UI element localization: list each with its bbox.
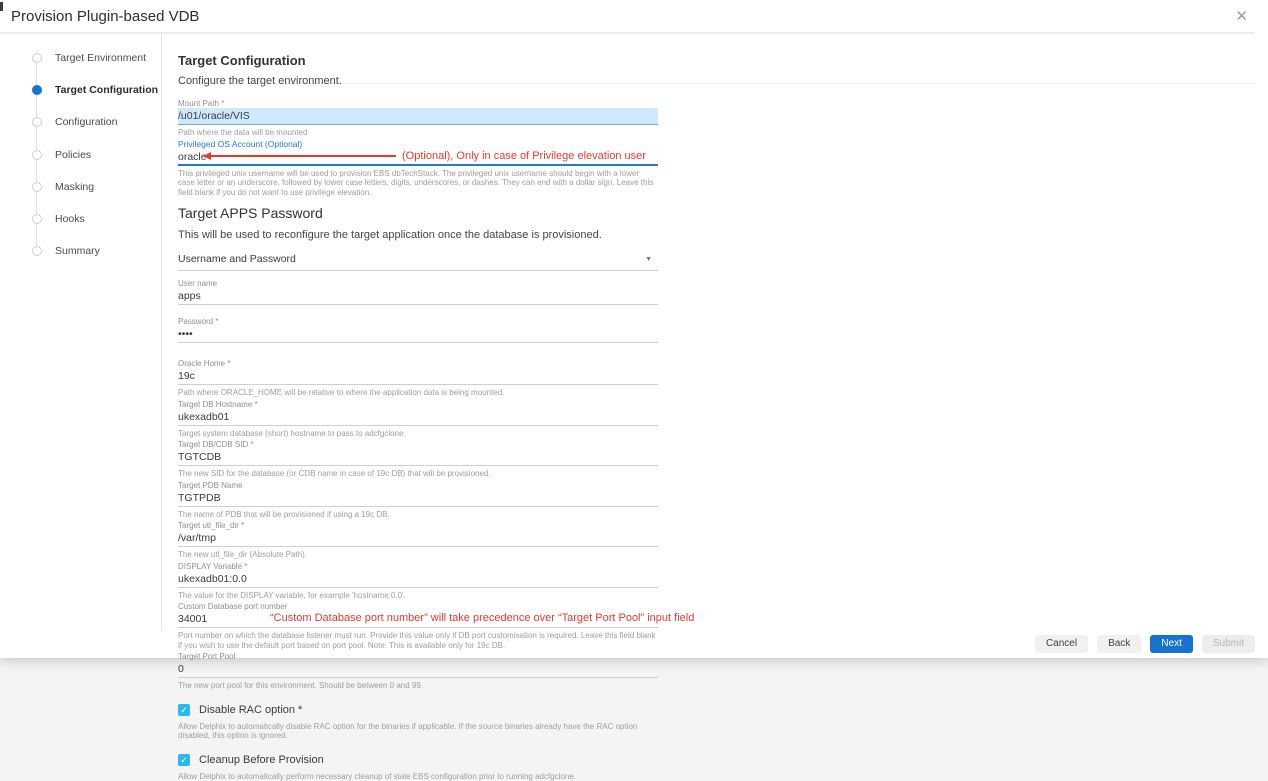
credential-type-select[interactable] bbox=[178, 250, 658, 271]
checkbox-checked-icon: ✓ bbox=[178, 704, 190, 716]
target-db-hostname-input[interactable]: ukexadb01 bbox=[178, 409, 658, 426]
close-icon[interactable]: ✕ bbox=[1235, 7, 1248, 25]
password-input[interactable]: •••• bbox=[178, 326, 658, 343]
disable-rac-option-block bbox=[178, 704, 658, 741]
screenshot-corner-artifact bbox=[0, 2, 3, 11]
dialog-footer bbox=[1035, 635, 1255, 653]
cleanup-before-provision-block bbox=[178, 754, 658, 781]
display-variable-help: The value for the DISPLAY variable, for example 'hostname:0.0'. bbox=[178, 591, 658, 601]
target-utl-file-dir-input[interactable]: /var/tmp bbox=[178, 530, 658, 547]
target-port-pool-help: The new port pool for this environment. Should be between 0 and 99. bbox=[178, 681, 658, 691]
page-title: Target Configuration bbox=[178, 53, 658, 68]
apps-password-section-subtitle: This will be used to reconfigure the target application once the database is provisioned. bbox=[178, 229, 658, 241]
custom-db-port-label: Custom Database port number bbox=[178, 602, 658, 611]
stepper-item-target-environment[interactable] bbox=[32, 52, 146, 64]
mount-path-input[interactable]: /u01/oracle/VIS bbox=[178, 108, 658, 125]
oracle-home-help: Path where ORACLE_HOME will be relative to where the application data is being mounted. bbox=[178, 388, 658, 398]
disable-rac-help: Allow Delphix to automatically disable RAC option for the binaries if applicable. If the source binaries already have the RAC option disabled, this option is ignored. bbox=[178, 722, 658, 741]
target-utl-file-dir-help: The new utl_file_dir (Absolute Path). bbox=[178, 550, 658, 560]
custom-db-port-help: Port number on which the database listener must run. Provide this value only if DB port customisation is required. Leave this field blank if you wish to use the default port based on port pool. Note: This is available only for 19c DB. bbox=[178, 631, 658, 650]
privileged-annotation-text: (Optional), Only in case of Privilege elevation user bbox=[402, 150, 646, 162]
privileged-os-account-field bbox=[178, 140, 658, 198]
target-utl-file-dir-field bbox=[178, 521, 658, 560]
step-label: Policies bbox=[55, 149, 91, 161]
apps-password-section-title: Target APPS Password bbox=[178, 205, 658, 222]
stepper-item-summary[interactable] bbox=[32, 245, 100, 257]
disable-rac-checkbox[interactable] bbox=[178, 704, 658, 716]
password-label: Password * bbox=[178, 317, 658, 326]
oracle-home-label: Oracle Home * bbox=[178, 359, 658, 368]
step-circle-icon bbox=[32, 182, 42, 192]
display-variable-input[interactable]: ukexadb01:0.0 bbox=[178, 571, 658, 588]
step-label: Target Configuration bbox=[55, 84, 158, 96]
target-db-hostname-label: Target DB Hostname * bbox=[178, 400, 658, 409]
target-port-pool-input[interactable]: 0 bbox=[178, 661, 658, 678]
cancel-button[interactable]: Cancel bbox=[1035, 635, 1088, 653]
custom-db-port-annotation-text: “Custom Database port number” will take precedence over “Target Port Pool” input field bbox=[270, 612, 694, 624]
username-input[interactable]: apps bbox=[178, 288, 658, 305]
mount-path-help: Path where the data will be mounted bbox=[178, 128, 658, 138]
red-arrow-icon bbox=[210, 155, 396, 157]
custom-db-port-field bbox=[178, 602, 658, 650]
cleanup-before-provision-help: Allow Delphix to automatically perform necessary cleanup of stale EBS configuration prior to running adcfgclone. bbox=[178, 772, 658, 781]
stepper-item-hooks[interactable] bbox=[32, 213, 85, 225]
step-circle-icon bbox=[32, 150, 42, 160]
target-db-cdb-sid-help: The new SID for the database (or CDB name in case of 19c DB) that will be provisioned. bbox=[178, 469, 658, 479]
target-db-cdb-sid-field bbox=[178, 440, 658, 479]
back-button[interactable]: Back bbox=[1097, 635, 1141, 653]
step-label: Hooks bbox=[55, 213, 85, 225]
password-field bbox=[178, 317, 658, 343]
dialog-title: Provision Plugin-based VDB bbox=[11, 8, 199, 25]
target-pdb-name-field bbox=[178, 481, 658, 520]
chevron-down-icon: ▼ bbox=[645, 256, 652, 263]
mount-path-label: Mount Path * bbox=[178, 99, 658, 108]
target-db-hostname-field bbox=[178, 400, 658, 439]
cleanup-before-provision-label: Cleanup Before Provision bbox=[199, 754, 324, 766]
stepper-item-configuration[interactable] bbox=[32, 116, 117, 128]
submit-button[interactable]: Submit bbox=[1202, 635, 1255, 653]
step-circle-icon bbox=[32, 214, 42, 224]
wizard-stepper bbox=[0, 34, 162, 630]
step-label: Target Environment bbox=[55, 52, 146, 64]
mount-path-field bbox=[178, 99, 658, 138]
privileged-os-account-help: This privileged unix username will be used to provision EBS dbTechStack. The privileged unix username should begin with a lower case letter or an underscore, followed by lower case letters, digits, underscores, or dashes. They can end with a dollar sign. Leave this field blank if you do not want to use privilege elevation. bbox=[178, 169, 658, 198]
target-port-pool-field bbox=[178, 652, 658, 691]
target-db-cdb-sid-label: Target DB/CDB SID * bbox=[178, 440, 658, 449]
privileged-os-account-input[interactable] bbox=[178, 149, 658, 166]
target-db-cdb-sid-input[interactable]: TGTCDB bbox=[178, 449, 658, 466]
target-utl-file-dir-label: Target utl_file_dir * bbox=[178, 521, 658, 530]
step-circle-icon bbox=[32, 53, 42, 63]
cleanup-before-provision-checkbox[interactable] bbox=[178, 754, 658, 766]
next-button[interactable]: Next bbox=[1150, 635, 1193, 653]
step-circle-icon bbox=[32, 246, 42, 256]
custom-db-port-input[interactable] bbox=[178, 611, 658, 628]
custom-db-port-value: 34001 bbox=[178, 613, 207, 625]
target-db-hostname-help: Target system database (short) hostname to pass to adcfgclone. bbox=[178, 429, 658, 439]
target-pdb-name-input[interactable]: TGTPDB bbox=[178, 490, 658, 507]
target-port-pool-label: Target Port Pool bbox=[178, 652, 658, 661]
display-variable-label: DISPLAY Variable * bbox=[178, 562, 658, 571]
stepper-item-policies[interactable] bbox=[32, 149, 91, 161]
username-field bbox=[178, 279, 658, 305]
step-circle-icon bbox=[32, 117, 42, 127]
oracle-home-input[interactable]: 19c bbox=[178, 368, 658, 385]
stepper-item-target-configuration[interactable] bbox=[32, 84, 158, 96]
privileged-os-account-label: Privileged OS Account (Optional) bbox=[178, 140, 658, 149]
oracle-home-field bbox=[178, 359, 658, 398]
step-label: Configuration bbox=[55, 116, 117, 128]
privileged-os-account-value: oracle bbox=[178, 151, 207, 163]
step-circle-active-icon bbox=[32, 85, 42, 95]
checkbox-checked-icon: ✓ bbox=[178, 754, 190, 766]
page-subtitle: Configure the target environment. bbox=[178, 75, 658, 87]
target-configuration-form bbox=[178, 34, 658, 781]
credential-type-value: Username and Password bbox=[178, 253, 296, 265]
display-variable-field bbox=[178, 562, 658, 601]
username-label: User name bbox=[178, 279, 658, 288]
target-pdb-name-help: The name of PDB that will be provisioned if using a 19c DB. bbox=[178, 510, 658, 520]
stepper-item-masking[interactable] bbox=[32, 181, 94, 193]
step-label: Summary bbox=[55, 245, 100, 257]
target-pdb-name-label: Target PDB Name bbox=[178, 481, 658, 490]
step-label: Masking bbox=[55, 181, 94, 193]
disable-rac-label: Disable RAC option * bbox=[199, 704, 302, 716]
